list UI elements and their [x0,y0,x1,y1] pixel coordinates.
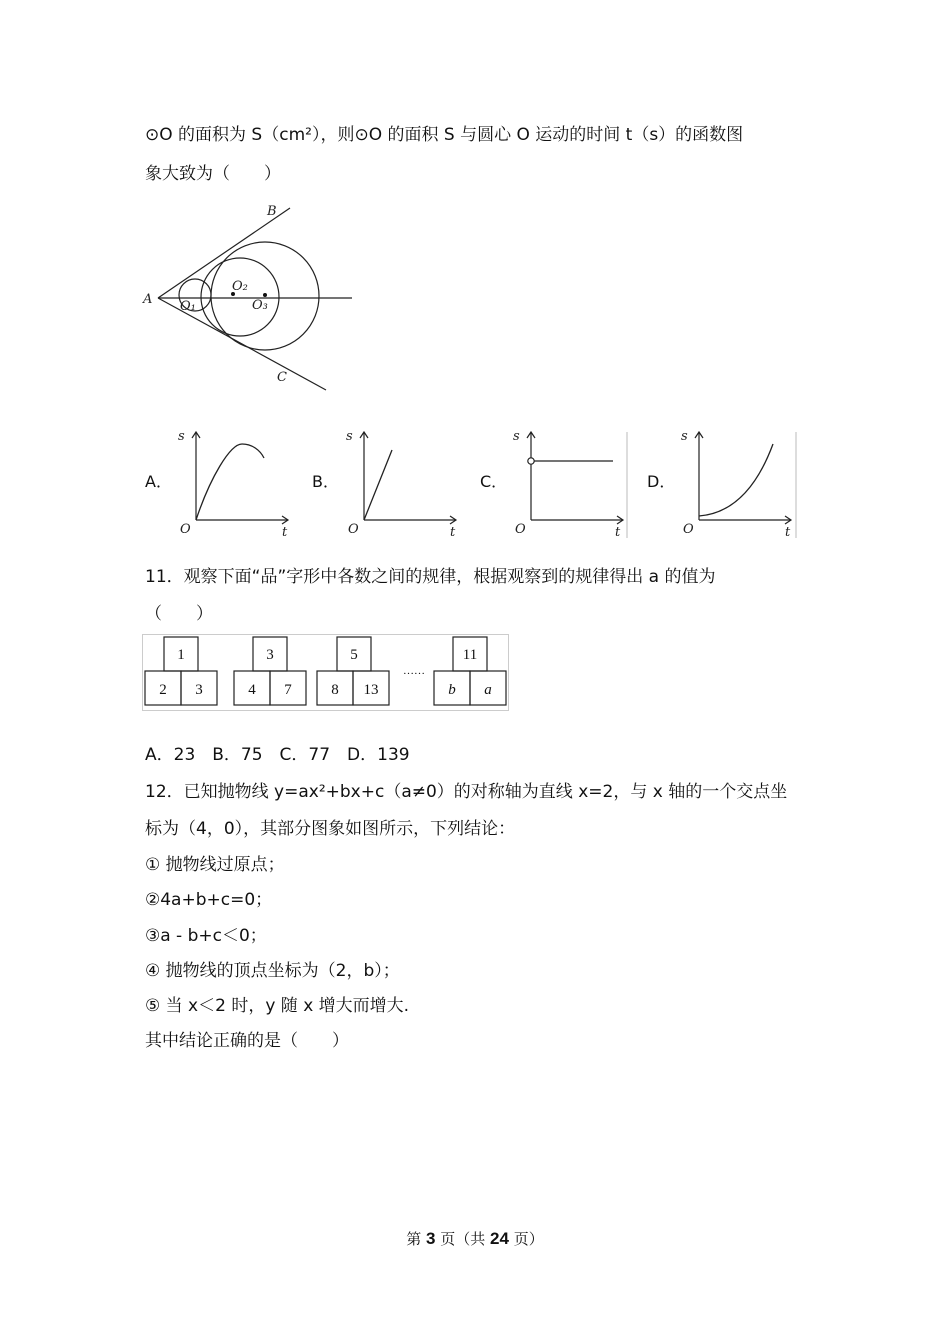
svg-text:O: O [348,522,359,537]
q12-item-1: ① 抛物线过原点； [145,855,285,875]
svg-text:O: O [180,522,191,537]
q12-text-line1: 12．已知抛物线 y=ax²+bx+c（a≠0）的对称轴为直线 x=2，与 x 轴的一个交点坐 [145,782,788,802]
q11-text-line1: 11．观察下面“品”字形中各数之间的规律，根据观察到的规律得出 a 的值为 [145,567,716,587]
q11-pin-shape-figure [142,634,510,712]
svg-text:s: s [178,429,185,444]
q12-item-4: ④ 抛物线的顶点坐标为（2，b）； [145,961,400,981]
svg-text:5: 5 [350,647,358,663]
option-b-graph [340,428,460,540]
q10-tangent-circles-figure [140,198,360,398]
svg-text:O: O [683,522,694,537]
option-b-label: B． [312,472,339,491]
svg-text:t: t [450,525,456,540]
q12-text-line2: 标为（4，0），其部分图象如图所示，下列结论： [145,819,516,839]
line-straight [364,450,392,520]
svg-text:a: a [484,682,492,698]
option-d-label: D． [647,472,676,491]
page-number: 3 [426,1229,436,1248]
svg-text:7: 7 [284,682,292,698]
page-footer: 第 3 页（共 24 页） [406,1229,544,1248]
svg-text:b: b [448,682,456,698]
svg-text:2: 2 [159,682,167,698]
option-c-label: C． [480,472,508,491]
curve-concave [196,444,264,520]
q11-text-line2: （ ） [145,604,213,624]
label-O3: O₃ [252,298,268,313]
label-O1: O₁ [180,299,196,314]
curve-convex [699,444,773,516]
center-O3-dot [263,293,267,297]
option-a-graph [172,428,292,540]
q12-conclusion: 其中结论正确的是（ ） [145,1031,349,1051]
open-point [528,458,534,464]
label-O2: O₂ [232,279,248,294]
q11-answer-choices: A．23 B．75 C．77 D．139 [145,745,410,765]
svg-text:8: 8 [331,682,339,698]
total-pages: 24 [490,1229,509,1248]
svg-text:13: 13 [363,682,379,698]
option-a-label: A． [145,472,172,491]
svg-text:s: s [681,429,688,444]
svg-text:O: O [515,522,526,537]
svg-text:s: s [346,429,353,444]
svg-text:1: 1 [177,647,185,663]
q12-item-3: ③a - b+c＜0； [145,926,267,946]
q12-item-2: ②4a+b+c=0； [145,890,273,910]
svg-text:4: 4 [248,682,256,698]
q10-text-line2: 象大致为（ ） [145,164,281,184]
ray-AB [158,208,290,298]
label-B: B [267,204,277,219]
circle-O2 [201,258,279,336]
svg-text:3: 3 [266,647,274,663]
svg-text:t: t [615,525,621,540]
label-C: C [277,370,287,385]
svg-text:t: t [282,525,288,540]
svg-text:t: t [785,525,791,540]
svg-text:s: s [513,429,520,444]
q10-text-line1: ⊙O 的面积为 S（cm²），则⊙O 的面积 S 与圆心 O 运动的时间 t（s）的函数图 [145,125,744,145]
option-c-graph [507,428,629,540]
svg-text:3: 3 [195,682,203,698]
svg-text:……: …… [403,665,425,677]
label-A: A [143,292,153,307]
svg-text:11: 11 [462,647,478,663]
option-d-graph [675,428,799,540]
q12-item-5: ⑤ 当 x＜2 时，y 随 x 增大而增大. [145,996,410,1016]
